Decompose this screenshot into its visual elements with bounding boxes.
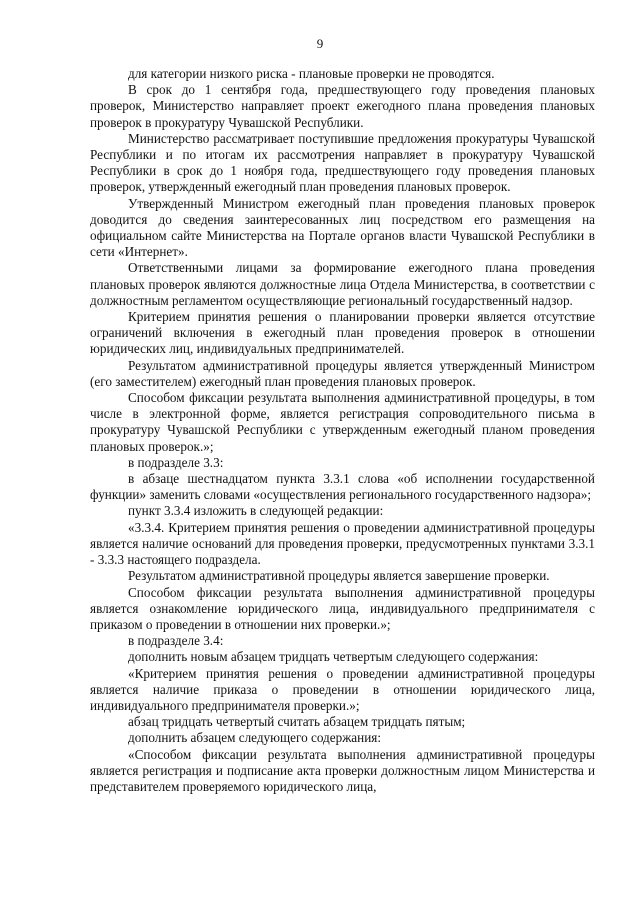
paragraph-8: Способом фиксации результата выполнения административной процедуры, в том числе в электронной форме, является регистрация сопроводительного письма в прокуратуру Чувашской Республики с утвержденным ежегодный планом проведения плановых проверок.»; (90, 390, 595, 454)
paragraph-6: Критерием принятия решения о планировании проверки является отсутствие ограничений включения в ежегодный план проведения проверок в отношении юридических лиц, индивидуальных предпринимателей. (90, 309, 595, 357)
paragraph-11: пункт 3.3.4 изложить в следующей редакции: (128, 503, 384, 519)
paragraph-19: дополнить абзацем следующего содержания: (128, 730, 382, 746)
paragraph-10: в абзаце шестнадцатом пункта 3.3.1 слова «об исполнении государственной функции» заменить словами «осуществления регионального государственного надзора»; (90, 471, 595, 503)
paragraph-1: для категории низкого риска - плановые проверки не проводятся. (128, 66, 495, 81)
document-body (90, 66, 595, 795)
paragraph-13: Результатом административной процедуры является завершение проверки. (128, 568, 550, 584)
paragraph-3: Министерство рассматривает поступившие предложения прокуратуры Чувашской Республики и по итогам их рассмотрения направляет в прокуратуру Чувашской Республики в срок до 1 ноября года, предшествующего году проведения плановых проверок, утвержденный ежегодный план проведения плановых проверок. (90, 130, 595, 195)
paragraph-9: в подразделе 3.3: (128, 454, 224, 470)
paragraph-4: Утвержденный Министром ежегодный план проведения плановых проверок доводится до сведения заинтересованных лиц посредством его размещения на официальном сайте Министерства на Портале органов власти Чувашской Республики в сети «Интернет». (90, 195, 595, 260)
paragraph-20: «Способом фиксации результата выполнения административной процедуры является регистрация и подписание акта проверки должностным лицом Министерства и представителем проверяемого юридического лица, (90, 746, 595, 794)
paragraph-7: Результатом административной процедуры является утвержденный Министром (его заместителем) ежегодный план проведения плановых проверок. (90, 357, 595, 389)
page-number: 9 (316, 36, 324, 51)
paragraph-16: дополнить новым абзацем тридцать четвертым следующего содержания: (128, 649, 539, 665)
paragraph-14: Способом фиксации результата выполнения административной процедуры является ознакомление юридического лица, индивидуального предпринимателя с приказом о проведении в отношении них проверки.»; (90, 584, 595, 632)
paragraph-15: в подразделе 3.4: (128, 633, 224, 649)
paragraph-12: «3.3.4. Критерием принятия решения о проведении административной процедуры является наличие оснований для проведения проверки, предусмотренных пунктами 3.3.1 - 3.3.3 настоящего подраздела. (90, 519, 595, 568)
paragraph-5: Ответственными лицами за формирование ежегодного плана проведения плановых проверок являются должностные лица Отдела Министерства, в соответствии с должностным регламентом осуществляющие региональный государственный надзор. (90, 260, 595, 308)
paragraph-2: В срок до 1 сентября года, предшествующего году проведения плановых проверок, Министерство направляет проект ежегодного плана проведения плановых проверок в прокуратуру Чувашской Республики. (90, 82, 595, 130)
paragraph-17: «Критерием принятия решения о проведении административной процедуры является наличие приказа о проведении в отношении юридического лица, индивидуального предпринимателя проверки.»; (90, 665, 595, 713)
paragraph-18: абзац тридцать четвертый считать абзацем тридцать пятым; (128, 714, 466, 730)
